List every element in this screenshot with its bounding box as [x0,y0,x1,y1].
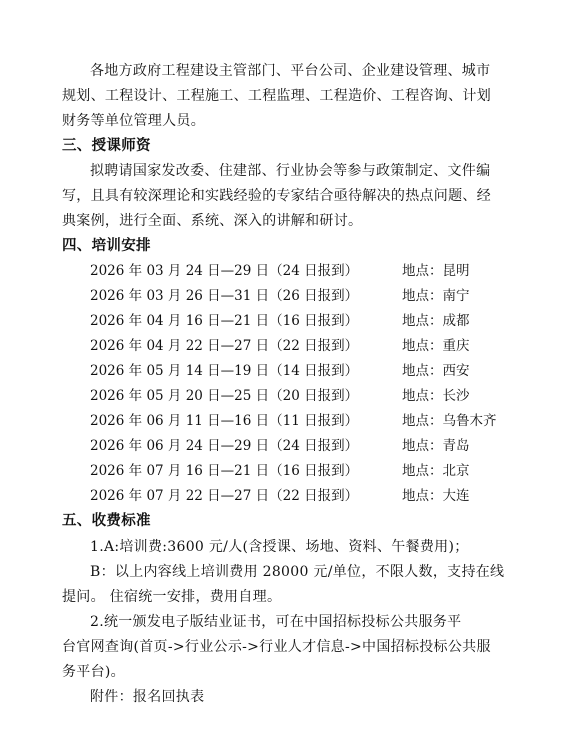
schedule-location: 地点：大连 [402,488,470,504]
section-three-line-3: 典案例，进行全面、系统、深入的讲解和研讨。 [62,213,363,229]
schedule-location: 地点：重庆 [402,338,470,354]
schedule-row [90,362,470,380]
schedule-location: 地点：乌鲁木齐 [402,413,497,429]
schedule-location: 地点：昆明 [402,263,470,279]
section-four-heading: 四、培训安排 [62,238,151,254]
fee-line-1: 1.A:培训费:3600 元/人(含授课、场地、资料、午餐费用)； [90,539,469,555]
section-two-line-1: 各地方政府工程建设主管部门、平台公司、企业建设管理、城市 [90,63,491,79]
schedule-location: 地点：成都 [402,313,470,329]
schedule-row [90,337,470,355]
section-two-line-3: 财务等单位管理人员。 [62,113,205,129]
schedule-row [90,387,470,405]
schedule-row [90,312,470,330]
schedule-location: 地点：北京 [402,463,470,479]
schedule-row [90,287,470,305]
schedule-row [90,262,470,280]
schedule-date: 2026 年 04 月 16 日—21 日（16 日报到） [90,313,359,329]
schedule-date: 2026 年 05 月 20 日—25 日（20 日报到） [90,388,359,404]
schedule-date: 2026 年 07 月 22 日—27 日（22 日报到） [90,488,359,504]
schedule-date: 2026 年 05 月 14 日—19 日（14 日报到） [90,363,359,379]
schedule-row [90,462,470,480]
fee-line-2: B：以上内容线上培训费用 28000 元/单位，不限人数，支持在线 [90,564,505,580]
schedule-row [90,437,470,455]
fee-line-3: 提问。 住宿统一安排，费用自理。 [62,589,282,605]
schedule-date: 2026 年 07 月 16 日—21 日（16 日报到） [90,463,359,479]
section-two-line-2: 规划、工程设计、工程施工、工程监理、工程造价、工程咨询、计划 [62,88,491,104]
section-three-heading: 三、授课师资 [62,138,151,154]
schedule-date: 2026 年 03 月 26 日—31 日（26 日报到） [90,288,359,304]
section-three-line-1: 拟聘请国家发改委、住建部、行业协会等参与政策制定、文件编 [90,163,491,179]
schedule-location: 地点：南宁 [402,288,470,304]
schedule-row [90,412,497,430]
schedule-location: 地点：长沙 [402,388,470,404]
schedule-date: 2026 年 03 月 24 日—29 日（24 日报到） [90,263,359,279]
fee-line-4: 2.统一颁发电子版结业证书，可在中国招标投标公共服务平 [90,614,462,630]
schedule-date: 2026 年 04 月 22 日—27 日（22 日报到） [90,338,359,354]
schedule-location: 地点：西安 [402,363,470,379]
schedule-location: 地点：青岛 [402,438,470,454]
schedule-row [90,487,470,505]
schedule-date: 2026 年 06 月 11 日—16 日（11 日报到） [90,413,359,429]
schedule-date: 2026 年 06 月 24 日—29 日（24 日报到） [90,438,359,454]
section-five-heading: 五、收费标准 [62,513,151,529]
attachment-line: 附件：报名回执表 [90,689,205,705]
fee-line-6: 务平台)。 [62,664,125,680]
section-three-line-2: 写，且具有较深理论和实践经验的专家结合亟待解决的热点问题、经 [62,188,491,204]
fee-line-5: 台官网查询(首页->行业公示->行业人才信息->中国招标投标公共服 [62,639,491,655]
